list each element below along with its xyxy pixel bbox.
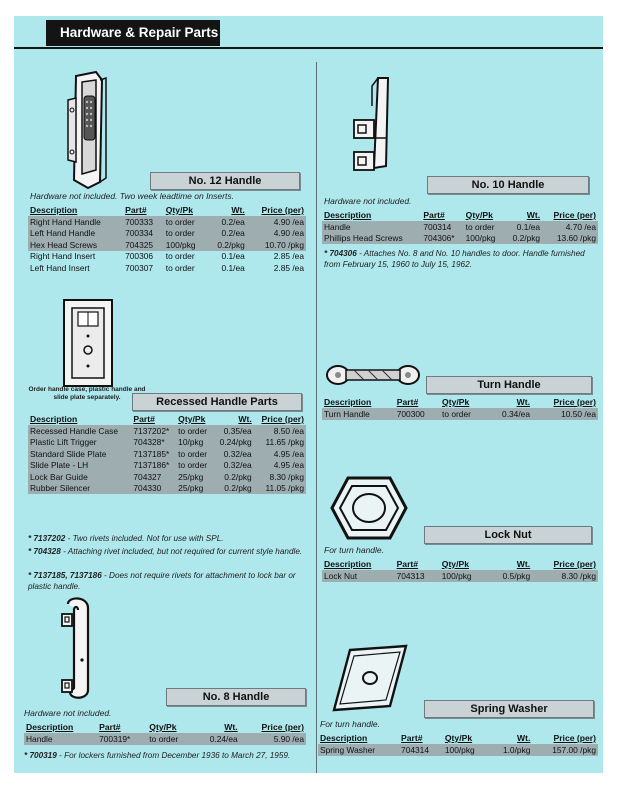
locknut-title: Lock Nut bbox=[424, 526, 592, 544]
cell-part: 704325 bbox=[123, 239, 164, 251]
cell-qty: to order bbox=[464, 221, 505, 233]
recessed-handle-illustration bbox=[62, 298, 116, 390]
cell-part: 700319* bbox=[97, 733, 147, 745]
table-row bbox=[28, 448, 306, 460]
table-row bbox=[28, 425, 306, 437]
cell-qty: 100/pkg bbox=[164, 239, 207, 251]
recessed-caption: Order handle case, plastic handle and slide plate separately. bbox=[28, 386, 146, 401]
table-header-row bbox=[28, 413, 306, 425]
cell-desc: Turn Handle bbox=[322, 408, 395, 420]
no8-footnote: * 700319 - For lockers furnished from December 1936 to March 27, 1959. bbox=[24, 751, 291, 760]
cell-desc: Left Hand Insert bbox=[30, 262, 90, 273]
column-header: Part# bbox=[125, 205, 147, 215]
no8-parts-table bbox=[24, 721, 306, 745]
cell-wt: 0.2/pkg bbox=[213, 483, 254, 495]
no10-footnote: * 704306 - Attaches No. 8 and No. 10 handles to door. Handle furnished from February 15, 1960 to July 15, 1962. bbox=[324, 249, 585, 269]
washer-note: For turn handle. bbox=[320, 719, 381, 729]
cell-price: 10.70 /pkg bbox=[247, 239, 306, 251]
cell-part: 704306* bbox=[421, 233, 463, 245]
table-row bbox=[318, 744, 598, 756]
cell-qty: to order bbox=[165, 262, 195, 273]
column-header: Part# bbox=[133, 414, 155, 424]
cell-qty: to order bbox=[147, 733, 194, 745]
no12-handle-illustration bbox=[62, 70, 122, 190]
table-row bbox=[24, 733, 306, 745]
table-header-row bbox=[24, 721, 306, 733]
column-header: Price (per) bbox=[553, 559, 596, 569]
washer-title: Spring Washer bbox=[424, 700, 594, 718]
cell-price: 157.00 /pkg bbox=[532, 744, 598, 756]
column-header: Part# bbox=[423, 210, 445, 220]
column-header: Price (per) bbox=[553, 210, 596, 220]
table-row bbox=[28, 471, 306, 483]
column-header: Qty/Pk bbox=[441, 559, 469, 569]
column-header: Description bbox=[320, 733, 368, 743]
header-rule bbox=[14, 47, 603, 49]
column-header: Wt. bbox=[526, 210, 541, 220]
column-header: Part# bbox=[396, 397, 419, 407]
cell-desc: Lock Bar Guide bbox=[28, 471, 131, 483]
table-row bbox=[322, 408, 598, 420]
cell-price: 2.85 /ea bbox=[273, 251, 304, 262]
table-row bbox=[322, 233, 598, 245]
no12-note: Hardware not included. Two week leadtime on Inserts. bbox=[30, 191, 234, 201]
cell-desc: Spring Washer bbox=[318, 744, 399, 756]
no12-title: No. 12 Handle bbox=[150, 172, 300, 190]
no10-title: No. 10 Handle bbox=[427, 176, 589, 194]
column-header: Wt. bbox=[516, 397, 530, 407]
cell-desc: Right Hand Insert bbox=[30, 251, 96, 262]
recessed-footnote: * 7137202 - Two rivets included. Not for use with SPL. bbox=[28, 534, 224, 543]
cell-price: 11.65 /pkg bbox=[254, 437, 306, 449]
no8-note: Hardware not included. bbox=[24, 708, 112, 718]
column-header: Wt. bbox=[517, 733, 531, 743]
cell-part: 7137186* bbox=[131, 460, 176, 472]
column-header: Wt. bbox=[238, 414, 252, 424]
cell-part: 704327 bbox=[131, 471, 176, 483]
cell-qty: 100/pkg bbox=[443, 744, 489, 756]
column-header: Qty/Pk bbox=[444, 733, 473, 743]
table-row bbox=[28, 216, 306, 228]
table-header-row bbox=[28, 204, 306, 216]
cell-part: 7137185* bbox=[131, 448, 176, 460]
turn-handle-illustration bbox=[324, 360, 422, 390]
cell-desc: Lock Nut bbox=[322, 570, 395, 582]
cell-wt: 0.2/ea bbox=[207, 216, 247, 228]
cell-qty: 100/pkg bbox=[464, 233, 505, 245]
column-header: Part# bbox=[401, 733, 423, 743]
cell-wt: 0.2/pkg bbox=[207, 239, 247, 251]
cell-price: 4.90 /ea bbox=[247, 216, 306, 228]
cell-wt: 0.24/pkg bbox=[213, 437, 254, 449]
cell-desc: Handle bbox=[24, 733, 97, 745]
cell-wt: 0.2/pkg bbox=[504, 233, 542, 245]
cell-desc: Handle bbox=[322, 221, 421, 233]
cell-desc: Standard Slide Plate bbox=[28, 448, 131, 460]
table-row bbox=[28, 262, 306, 274]
cell-desc: Right Hand Handle bbox=[28, 216, 123, 228]
cell-desc: Rubber Silencer bbox=[28, 483, 131, 495]
table-header-row bbox=[322, 209, 598, 221]
cell-price: 4.70 /ea bbox=[542, 221, 598, 233]
cell-qty: 100/pkg bbox=[440, 570, 488, 582]
cell-qty: to order bbox=[165, 251, 195, 262]
table-header-row bbox=[322, 558, 598, 570]
no10-handle-illustration bbox=[352, 76, 402, 176]
column-header: Description bbox=[324, 559, 372, 569]
table-row bbox=[28, 251, 306, 263]
column-header: Description bbox=[30, 205, 78, 215]
cell-price: 4.95 /ea bbox=[254, 448, 306, 460]
table-row bbox=[28, 239, 306, 251]
no8-handle-illustration bbox=[58, 594, 98, 704]
recessed-parts-table bbox=[28, 413, 306, 494]
cell-desc: Phillips Head Screws bbox=[322, 233, 421, 245]
table-row bbox=[28, 437, 306, 449]
cell-wt: 0.1/ea bbox=[221, 262, 245, 273]
cell-wt: 0.5/pkg bbox=[488, 570, 533, 582]
cell-wt: 0.1/ea bbox=[504, 221, 542, 233]
column-header: Price (per) bbox=[553, 733, 596, 743]
cell-part: 7137202* bbox=[131, 425, 176, 437]
column-header: Price (per) bbox=[261, 205, 304, 215]
recessed-footnote: * 704328 - Attaching rivet included, but not required for current style handle. bbox=[28, 547, 303, 556]
cell-part: 700307 bbox=[125, 262, 154, 273]
recessed-title: Recessed Handle Parts bbox=[132, 393, 302, 411]
locknut-parts-table bbox=[322, 558, 598, 582]
table-row bbox=[28, 460, 306, 472]
column-header: Description bbox=[324, 210, 372, 220]
cell-part: 704330 bbox=[131, 483, 176, 495]
cell-wt: 0.2/ea bbox=[207, 228, 247, 240]
column-header: Part# bbox=[396, 559, 419, 569]
cell-price: 11.05 /pkg bbox=[254, 483, 306, 495]
cell-wt: 0.1/ea bbox=[221, 251, 245, 262]
cell-part: 704328* bbox=[131, 437, 176, 449]
spring-washer-illustration bbox=[330, 644, 410, 714]
cell-qty: to order bbox=[164, 216, 207, 228]
column-header: Price (per) bbox=[261, 414, 304, 424]
column-header: Wt. bbox=[516, 559, 531, 569]
turn-title: Turn Handle bbox=[426, 376, 592, 394]
cell-qty: 25/pkg bbox=[176, 471, 213, 483]
column-divider bbox=[316, 62, 317, 773]
no10-parts-table bbox=[322, 209, 598, 244]
cell-desc: Plastic Lift Trigger bbox=[28, 437, 131, 449]
cell-qty: to order bbox=[176, 425, 213, 437]
column-header: Qty/Pk bbox=[442, 397, 470, 407]
table-header-row bbox=[318, 732, 598, 744]
column-header: Description bbox=[324, 397, 372, 407]
no10-note: Hardware not included. bbox=[324, 196, 412, 206]
page-title: Hardware & Repair Parts bbox=[60, 25, 219, 40]
cell-part: 704313 bbox=[395, 570, 440, 582]
cell-wt: 0.2/pkg bbox=[213, 471, 254, 483]
cell-part: 700306 bbox=[125, 251, 154, 262]
cell-wt: 0.34/ea bbox=[487, 408, 532, 420]
table-row bbox=[322, 221, 598, 233]
recessed-footnote: * 7137185, 7137186 - Does not require rivets for attachment to lock bar or plastic handle. bbox=[28, 571, 296, 591]
cell-desc: Left Hand Handle bbox=[28, 228, 123, 240]
no12-parts-table bbox=[28, 204, 306, 274]
cell-part: 700300 bbox=[395, 408, 440, 420]
cell-wt: 0.32/ea bbox=[213, 448, 254, 460]
lock-nut-illustration bbox=[328, 474, 410, 542]
cell-desc: Slide Plate - LH bbox=[28, 460, 131, 472]
cell-part: 704314 bbox=[399, 744, 443, 756]
table-row bbox=[322, 570, 598, 582]
cell-qty: to order bbox=[176, 448, 213, 460]
cell-wt: 0.35/ea bbox=[213, 425, 254, 437]
cell-desc: Recessed Handle Case bbox=[28, 425, 131, 437]
page-header bbox=[46, 20, 220, 46]
cell-wt: 1.0/pkg bbox=[489, 744, 532, 756]
cell-part: 700334 bbox=[123, 228, 164, 240]
cell-price: 5.90 /ea bbox=[240, 733, 306, 745]
washer-parts-table bbox=[318, 732, 598, 756]
column-header: Qty/Pk bbox=[465, 210, 493, 220]
cell-qty: 10/pkg bbox=[176, 437, 213, 449]
cell-wt: 0.32/ea bbox=[213, 460, 254, 472]
cell-price: 13.60 /pkg bbox=[542, 233, 598, 245]
column-header: Description bbox=[26, 722, 74, 732]
column-header: Qty/Pk bbox=[178, 414, 206, 424]
column-header: Price (per) bbox=[261, 722, 304, 732]
table-row bbox=[28, 483, 306, 495]
cell-price: 2.85 /ea bbox=[273, 262, 304, 273]
column-header: Qty/Pk bbox=[149, 722, 177, 732]
column-header: Description bbox=[30, 414, 78, 424]
cell-price: 4.95 /ea bbox=[254, 460, 306, 472]
cell-qty: to order bbox=[176, 460, 213, 472]
column-header: Wt. bbox=[224, 722, 238, 732]
cell-price: 8.30 /pkg bbox=[532, 570, 598, 582]
column-header: Wt. bbox=[231, 205, 245, 215]
locknut-note: For turn handle. bbox=[324, 545, 385, 555]
no8-title: No. 8 Handle bbox=[166, 688, 306, 706]
cell-qty: to order bbox=[164, 228, 207, 240]
column-header: Price (per) bbox=[553, 397, 596, 407]
table-header-row bbox=[322, 396, 598, 408]
catalog-page bbox=[14, 16, 603, 773]
cell-wt: 0.24/ea bbox=[194, 733, 240, 745]
column-header: Part# bbox=[99, 722, 121, 732]
cell-price: 8.30 /pkg bbox=[254, 471, 306, 483]
cell-part: 700314 bbox=[421, 221, 463, 233]
cell-price: 8.50 /ea bbox=[254, 425, 306, 437]
cell-price: 10.50 /ea bbox=[532, 408, 598, 420]
turn-parts-table bbox=[322, 396, 598, 420]
cell-qty: to order bbox=[440, 408, 487, 420]
column-header: Qty/Pk bbox=[165, 205, 193, 215]
cell-price: 4.90 /ea bbox=[247, 228, 306, 240]
cell-qty: 25/pkg bbox=[176, 483, 213, 495]
cell-desc: Hex Head Screws bbox=[28, 239, 123, 251]
table-row bbox=[28, 228, 306, 240]
cell-part: 700333 bbox=[123, 216, 164, 228]
